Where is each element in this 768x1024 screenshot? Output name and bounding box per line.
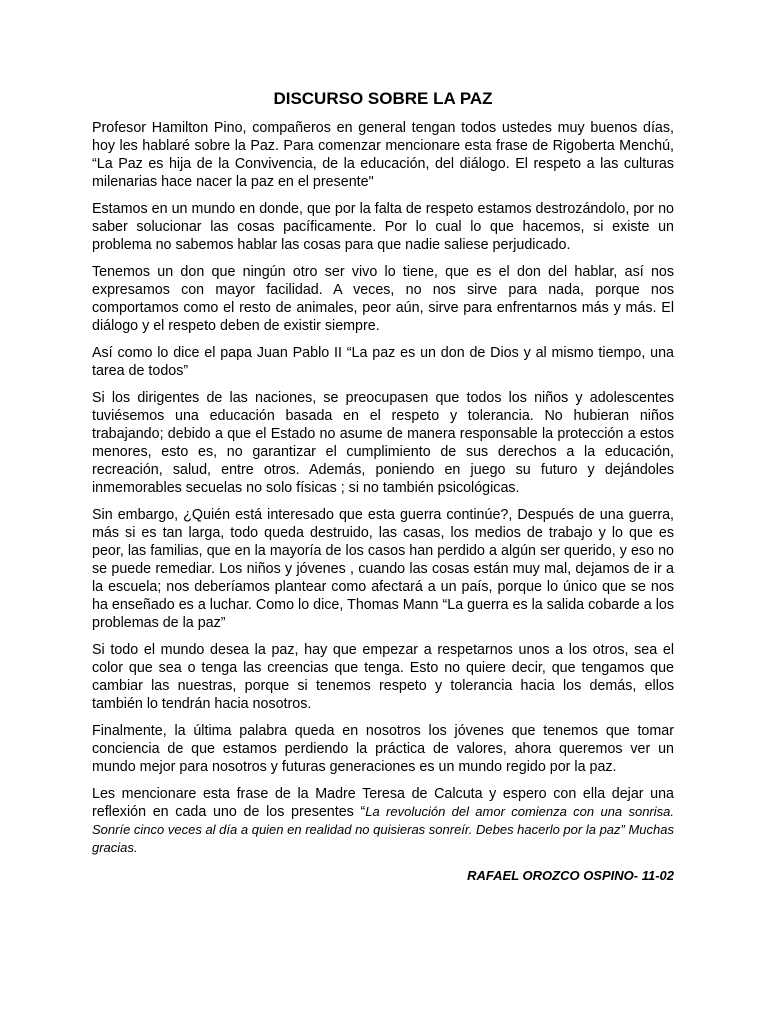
paragraph-closing	[92, 785, 674, 857]
closing-text: Les mencionare esta frase de la Madre Teresa de Calcuta y espero con ella dejar una reflexión en cada uno de los presentes “	[92, 786, 674, 820]
paragraph-finally: Finalmente, la última palabra queda en nosotros los jóvenes que tenemos que tomar conciencia de que estamos perdiendo la práctica de valores, ahora queremos ver un mundo mejor para nosotros y futuras generaciones es un mundo regido por la paz.	[92, 723, 674, 775]
closing-quote: La revolución del amor comienza con una sonrisa. Sonríe cinco veces al día a quien en realidad no quisieras sonreír. Debes hacerlo por la paz” Muchas gracias.	[92, 804, 674, 855]
paragraph-gift-of-speech: Tenemos un don que ningún otro ser vivo lo tiene, que es el don del hablar, así nos expresamos con mayor facilidad. A veces, no nos sirve para nada, porque nos comportamos como el resto de animales, peor aún, sirve para enfrentarnos más y más. El diálogo y el respeto deben de existir siempre.	[92, 264, 674, 334]
paragraph-mutual-respect: Si todo el mundo desea la paz, hay que empezar a respetarnos unos a los otros, sea el color que sea o tenga las creencias que tenga. Esto no quiere decir, que tengamos que cambiar las nuestras, porque si tenemos respeto y tolerancia hacia los demás, ellos también lo tendrán hacia nosotros.	[92, 642, 674, 712]
paragraph-war: Sin embargo, ¿Quién está interesado que esta guerra continúe?, Después de una guerra, más si es tan larga, todo queda destruido, las casas, los medios de trabajo y lo que es peor, las familias, que en la mayoría de los casos han perdido a algún ser querido, y eso no se puede remediar. Los niños y jóvenes , cuando las cosas están muy mal, dejamos de ir a la escuela; nos deberíamos plantear como afectará a un país, porque lo único que se nos ha enseñado es a luchar. Como lo dice, Thomas Mann “La guerra es la salida cobarde a los problemas de la paz”	[92, 507, 674, 631]
paragraph-leaders: Si los dirigentes de las naciones, se preocupasen que todos los niños y adolescentes tuviésemos una educación basada en el respeto y tolerancia. No hubieran niños trabajando; debido a que el Estado no asume de manera responsable la protección a estos menores, esto es, no garantizar el cumplimiento de sus derechos a la educación, recreación, salud, entre otros. Además, poniendo en juego su futuro y dejándoles inmemorables secuelas no solo físicas ; si no también psicológicas.	[92, 390, 674, 496]
paragraph-respect: Estamos en un mundo en donde, que por la falta de respeto estamos destrozándolo, por no saber solucionar las cosas pacíficamente. Por lo cual lo que hacemos, si existe un problema no sabemos hablar las cosas para que nadie saliese perjudicado.	[92, 201, 674, 253]
document-page	[92, 88, 674, 885]
paragraph-pope-quote: Así como lo dice el papa Juan Pablo II “La paz es un don de Dios y al mismo tiempo, una tarea de todos”	[92, 345, 674, 379]
paragraph-intro: Profesor Hamilton Pino, compañeros en general tengan todos ustedes muy buenos días, hoy les hablaré sobre la Paz. Para comenzar mencionare esta frase de Rigoberta Menchú, “La Paz es hija de la Convivencia, de la educación, del diálogo. El respeto a las culturas milenarias hace nacer la paz en el presente"	[92, 120, 674, 190]
document-title: DISCURSO SOBRE LA PAZ	[273, 89, 493, 108]
author-signature: RAFAEL OROZCO OSPINO- 11-02	[467, 868, 674, 883]
